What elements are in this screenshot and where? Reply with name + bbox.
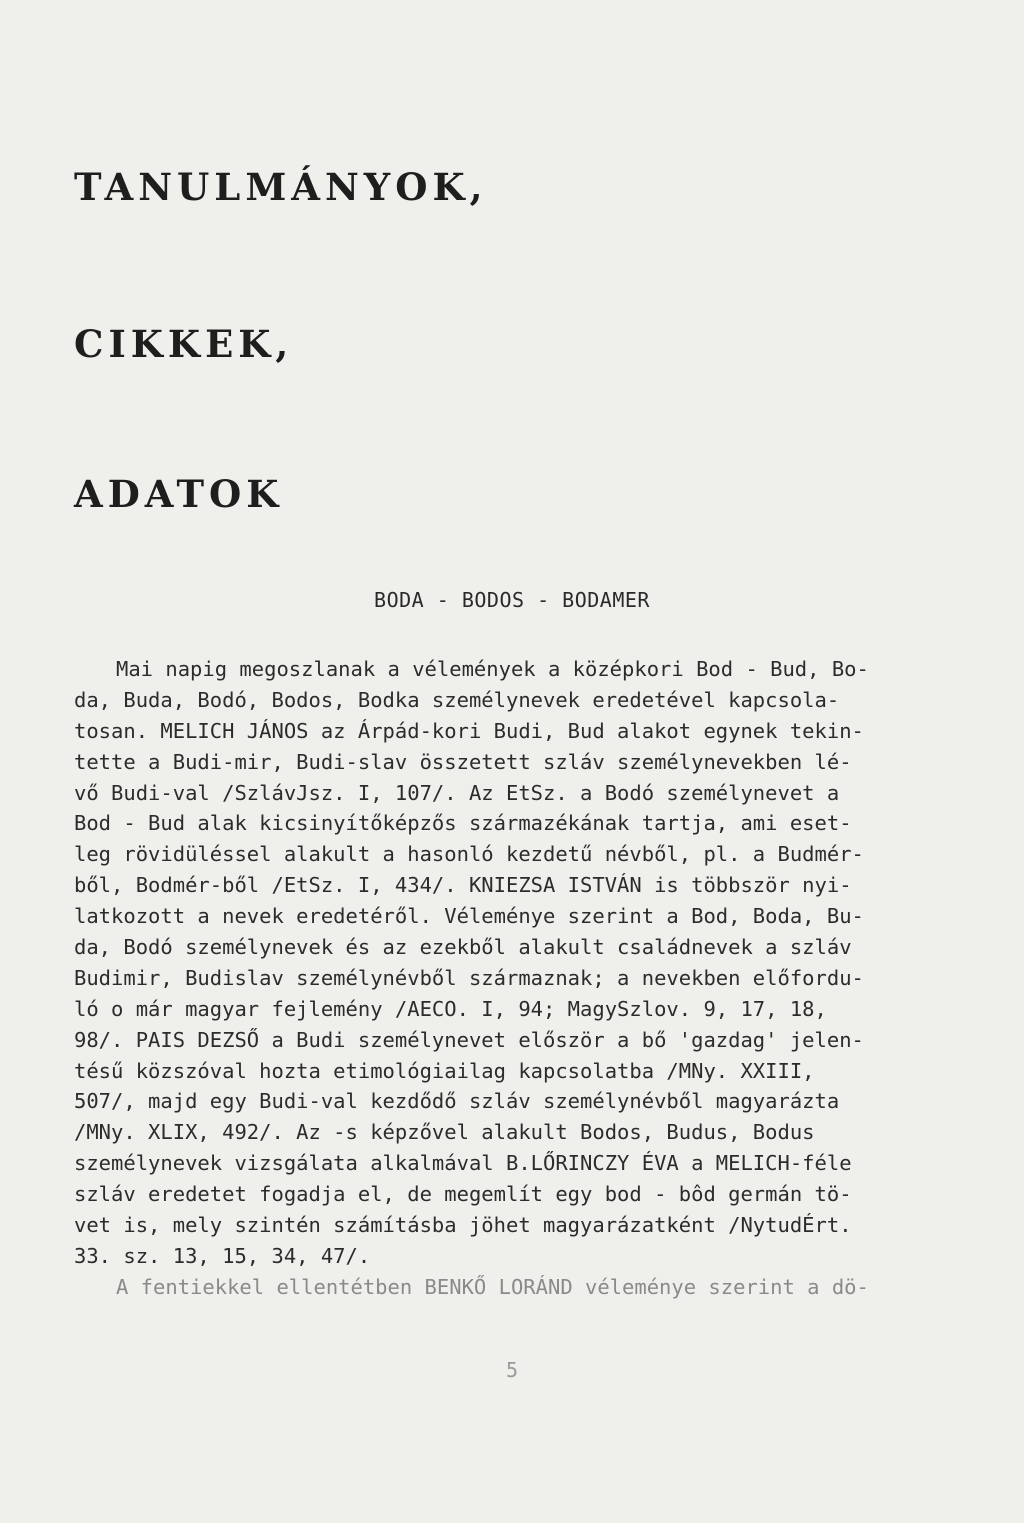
- text-line: tette a Budi-mir, Budi-slav összetett szláv személynevekben lé-: [74, 749, 852, 774]
- text-line: vet is, mely szintén számításba jöhet magyarázatként /NytudÉrt.: [74, 1213, 852, 1238]
- article-body: [74, 654, 904, 1303]
- article-title: BODA - BODOS - BODAMER: [374, 588, 650, 612]
- text-line: da, Buda, Bodó, Bodos, Bodka személynevek eredetével kapcsola-: [74, 687, 840, 712]
- text-line: latkozott a nevek eredetéről. Véleménye szerint a Bod, Boda, Bu-: [74, 904, 864, 929]
- section-heading-tanulmanyok: TANULMÁNYOK,: [74, 165, 488, 209]
- section-heading-cikkek: CIKKEK,: [74, 322, 294, 366]
- text-line: tésű közszóval hozta etimológiailag kapcsolatba /MNy. XXIII,: [74, 1058, 815, 1083]
- text-line: 98/. PAIS DEZSŐ a Budi személynevet először a bő 'gazdag' jelen-: [74, 1027, 864, 1052]
- text-line: szláv eredetet fogadja el, de megemlít egy bod - bôd germán tö-: [74, 1182, 852, 1207]
- text-line: da, Bodó személynevek és az ezekből alakult családnevek a szláv: [74, 935, 852, 960]
- text-line: vő Budi-val /SzlávJsz. I, 107/. Az EtSz. a Bodó személynevet a: [74, 780, 840, 805]
- text-line: A fentiekkel ellentétben BENKŐ LORÁND véleménye szerint a dö-: [116, 1274, 869, 1299]
- section-heading-adatok: ADATOK: [74, 472, 284, 516]
- text-line: Budimir, Budislav személynévből származnak; a nevekben előfordu-: [74, 965, 864, 990]
- text-line: 507/, majd egy Budi-val kezdődő szláv személynévből magyarázta: [74, 1089, 840, 1114]
- page-number: 5: [505, 1358, 519, 1382]
- text-line: leg rövidüléssel alakult a hasonló kezdetű névből, pl. a Budmér-: [74, 842, 864, 867]
- text-line: személynevek vizsgálata alkalmával B.LŐRINCZY ÉVA a MELICH-féle: [74, 1151, 852, 1176]
- text-line: Mai napig megoszlanak a vélemények a középkori Bod - Bud, Bo-: [116, 657, 869, 681]
- text-line: ből, Bodmér-ből /EtSz. I, 434/. KNIEZSA ISTVÁN is többször nyi-: [74, 873, 852, 898]
- text-line: ló o már magyar fejlemény /AECO. I, 94; MagySzlov. 9, 17, 18,: [74, 996, 827, 1021]
- text-line: 33. sz. 13, 15, 34, 47/.: [74, 1243, 371, 1268]
- text-line: /MNy. XLIX, 492/. Az -s képzővel alakult Bodos, Budus, Bodus: [74, 1120, 815, 1145]
- text-line: tosan. MELICH JÁNOS az Árpád-kori Budi, Bud alakot egynek tekin-: [74, 718, 864, 743]
- text-line: Bod - Bud alak kicsinyítőképzős származékának tartja, ami eset-: [74, 811, 852, 836]
